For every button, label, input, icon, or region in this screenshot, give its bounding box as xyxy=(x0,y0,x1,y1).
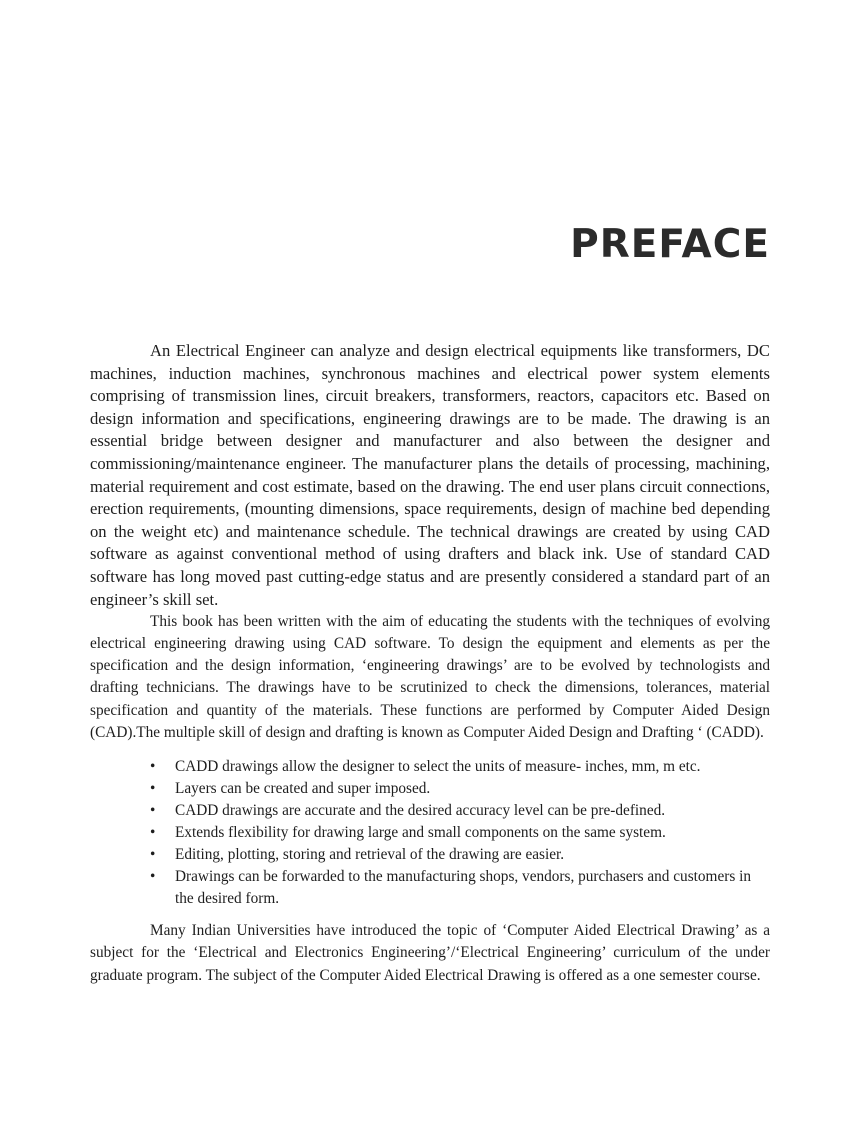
bullet-icon: • xyxy=(150,846,156,864)
list-item-text: Layers can be created and super imposed. xyxy=(175,779,431,797)
list-item xyxy=(150,778,770,800)
list-item xyxy=(150,756,770,778)
bullet-icon: • xyxy=(150,823,156,841)
list-item xyxy=(150,800,770,822)
paragraph-intro: An Electrical Engineer can analyze and design electrical equipments like transformers, DC machines, induction machines, synchronous machines and electrical power system elements comprising of transmission lines, circuit breakers, transformers, reactors, capacitors etc. Based on design information and specifications, engineering drawings are to be made. The drawing is an essential bridge between designer and manufacturer and also between the designer and commissioning/maintenance engineer. The manufacturer plans the details of processing, machining, material requirement and cost estimate, based on the drawing. The end user plans circuit connections, erection requirements, (mounting dimensions, space requirements, design of machine bed depending on the weight etc) and maintenance schedule. The technical drawings are created by using CAD software as against conventional method of using drafters and black ink. Use of standard CAD software has long moved past cutting-edge status and are presently considered a standard part of an engineer’s skill set. xyxy=(90,341,770,609)
paragraph-universities: Many Indian Universities have introduced the topic of ‘Computer Aided Electrical Drawing’ as a subject for the ‘Electrical and Electronics Engineering’/‘Electrical Engineering’ curriculum of the under graduate program. The subject of the Computer Aided Electrical Drawing is offered as a one semester course. xyxy=(90,922,770,984)
bullet-icon: • xyxy=(150,868,156,886)
list-item-text: Editing, plotting, storing and retrieval of the drawing are easier. xyxy=(175,846,565,864)
list-item-text: CADD drawings allow the designer to select the units of measure- inches, mm, m etc. xyxy=(175,757,701,775)
list-item-text: Extends flexibility for drawing large and small components on the same system. xyxy=(175,823,666,841)
bullet-icon: • xyxy=(150,801,156,819)
list-item-text: Drawings can be forwarded to the manufacturing shops, vendors, purchasers and customers in the desired form. xyxy=(175,868,752,908)
list-item xyxy=(150,822,770,844)
cadd-benefits-list xyxy=(90,756,770,911)
list-item-text: CADD drawings are accurate and the desired accuracy level can be pre-defined. xyxy=(175,801,666,819)
bullet-icon: • xyxy=(150,757,156,775)
list-item xyxy=(150,844,770,866)
preface-body xyxy=(90,340,770,987)
bullet-icon: • xyxy=(150,779,156,797)
list-item xyxy=(150,866,770,910)
paragraph-book-aim: This book has been written with the aim of educating the students with the techniques of evolving electrical engineering drawing using CAD software. To design the equipment and elements as per the specification and the design information, ‘engineering drawings’ are to be evolved by technologists and drafting technicians. The drawings have to be scrutinized to check the dimensions, tolerances, material specification and quantity of the materials. These functions are performed by Computer Aided Design (CAD).The multiple skill of design and drafting is known as Computer Aided Design and Drafting ‘ (CADD). xyxy=(90,613,770,741)
page-title: PREFACE xyxy=(570,222,770,267)
